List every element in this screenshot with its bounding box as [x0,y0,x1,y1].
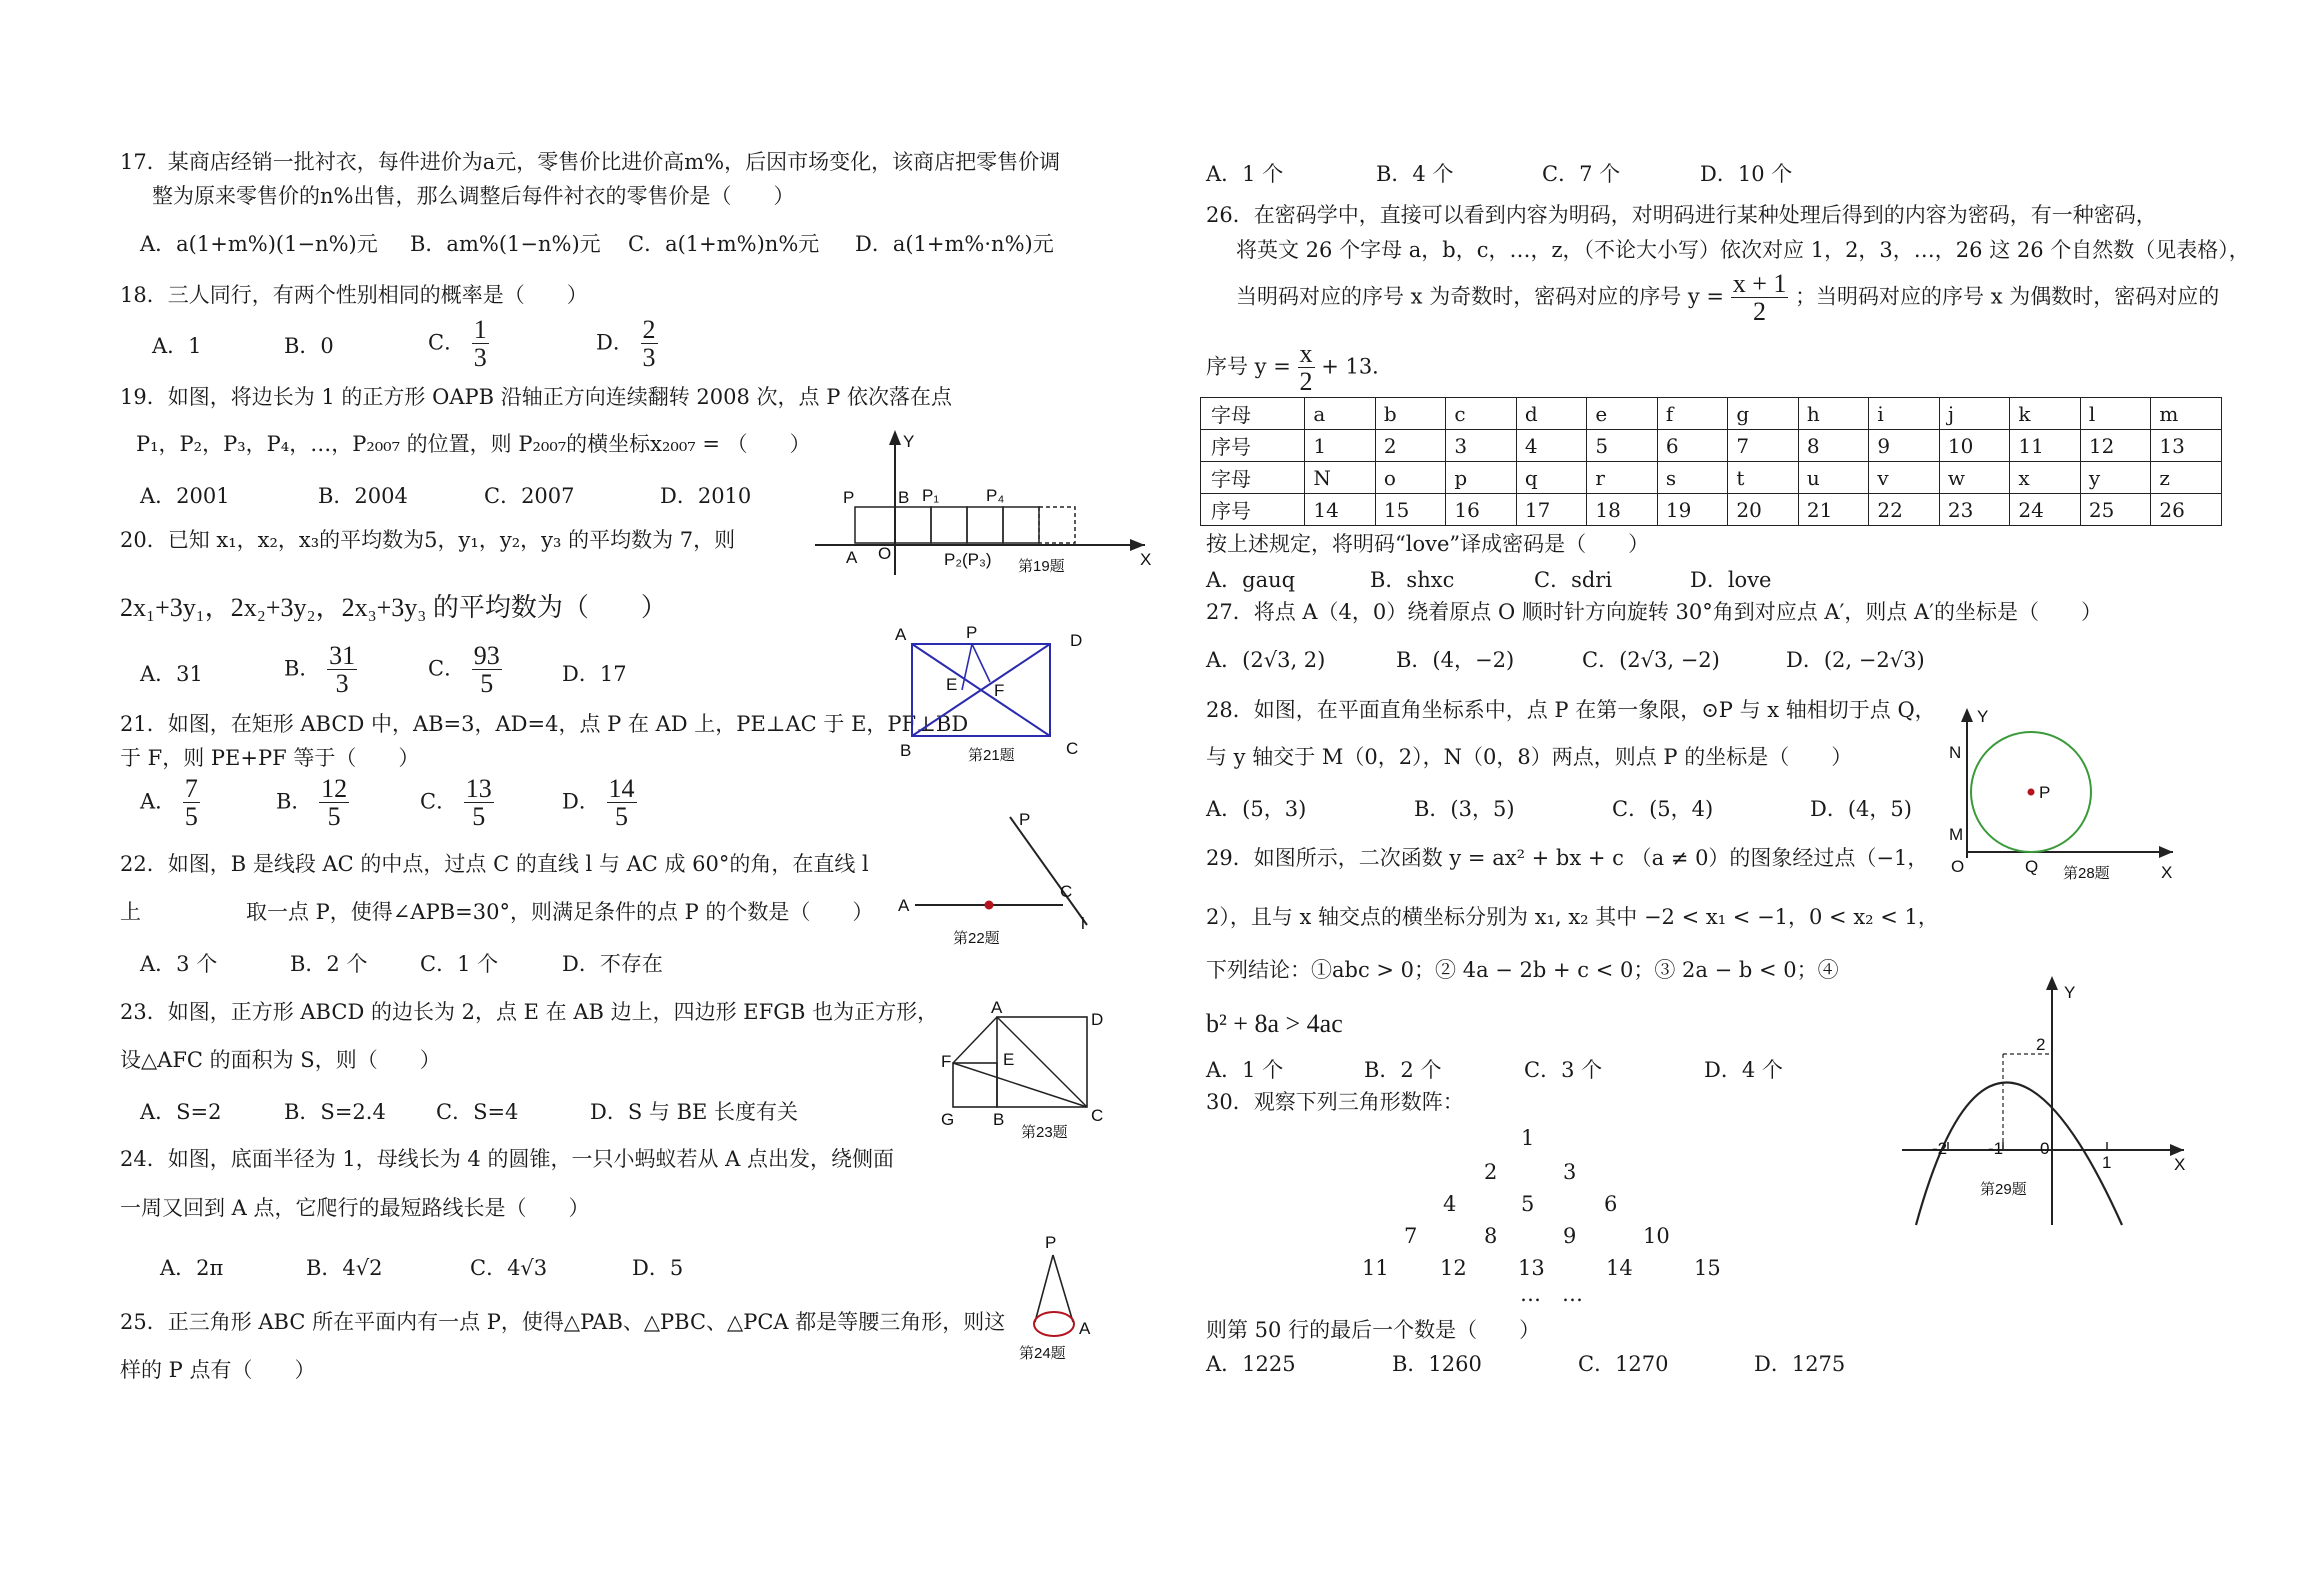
q26-line3-start: 当明码对应的序号 x 为奇数时，密码对应的序号 y = [1236,284,1725,309]
cipher-cell: 16 [1446,494,1517,526]
q28-option-c[interactable]: C．(5，4) [1612,797,1714,821]
q24-line2: 一周又回到 A 点，它爬行的最短路线长是（ ） [120,1196,590,1220]
q27-option-a[interactable]: A．(2√3, 2) [1206,648,1326,672]
q30-r3-n3: 6 [1604,1192,1618,1216]
cipher-cell: 21 [1798,494,1869,526]
q22-fig-p: P [1019,810,1031,829]
cipher-cell: 14 [1305,494,1376,526]
q28-fig-x: X [2161,863,2173,882]
q20-option-b-label: B． [284,656,321,681]
q27-option-d[interactable]: D．(2, −2√3) [1786,648,1925,672]
q18-stem: 18．三人同行，有两个性别相同的概率是（ ） [120,283,588,307]
q21-option-c-fraction: $\frac{13}{5}$ [465,774,492,832]
cipher-cell: 2 [1375,430,1446,462]
q17-line1: 17．某商店经销一批衬衣，每件进价为a元，零售价比进价高m%，后因市场变化，该商店把零售价调 [120,150,1061,174]
q18-option-d-fraction: $\frac{2}{3}$ [642,315,656,373]
cipher-cell: w [1939,462,2010,494]
q21-option-c-label: C． [420,789,458,814]
cipher-row-header: 字母 [1201,398,1305,430]
q22-figure [895,805,1095,960]
cipher-cell: b [1375,398,1446,430]
cipher-cell: 13 [2151,430,2222,462]
q28-fig-n: N [1949,743,1962,762]
cipher-cell: 25 [2080,494,2151,526]
cipher-cell: 8 [1798,430,1869,462]
cipher-cell: o [1375,462,1446,494]
q30-ellipsis: … … [1520,1282,1583,1306]
q22-fig-l: l [1081,914,1085,933]
q29-option-c[interactable]: C．3 个 [1524,1058,1603,1082]
cipher-cell: p [1446,462,1517,494]
q17-option-c[interactable]: C．a(1+m%)n%元 [628,232,820,256]
q25-line1: 25．正三角形 ABC 所在平面内有一点 P，使得△PAB、△PBC、△PCA 都是等腰三角形，则这 [120,1310,1006,1334]
q21-option-d-label: D． [562,789,600,814]
q26-after: 按上述规定，将明码“love”译成密码是（ ） [1206,532,1650,556]
q21-option-d[interactable] [562,775,637,831]
q30-option-a[interactable]: A．1225 [1206,1352,1296,1376]
q23-line1: 23．如图，正方形 ABCD 的边长为 2，点 E 在 AB 边上，四边形 EFGB 也为正方形， [120,1000,939,1024]
q23-option-a[interactable]: A．S=2 [140,1100,222,1124]
q30-r4-n1: 7 [1404,1224,1418,1248]
q28-option-d[interactable]: D．(4，5) [1810,797,1912,821]
cipher-cell: r [1587,462,1658,494]
q26-option-c[interactable]: C．sdri [1534,568,1613,592]
q30-r5-n2: 12 [1440,1256,1467,1280]
q19-figure [810,425,1160,580]
q23-option-b[interactable]: B．S=2.4 [284,1100,386,1124]
q19-line2: P₁，P₂，P₃，P₄，…，P₂₀₀₇ 的位置，则 P₂₀₀₇的横坐标x₂₀₀₇ = （ ） [136,432,811,456]
q29-option-d[interactable]: D．4 个 [1704,1058,1783,1082]
cipher-cell: m [2151,398,2222,430]
q19-fig-caption: 第19题 [1018,558,1065,575]
cipher-cell: 10 [1939,430,2010,462]
q30-r3-n2: 5 [1521,1192,1535,1216]
cipher-cell: e [1587,398,1658,430]
q17-option-b[interactable]: B．am%(1−n%)元 [410,232,601,256]
q19-fig-a: A [846,548,858,567]
q18-option-d[interactable] [596,316,658,372]
q19-option-c[interactable]: C．2007 [484,484,575,508]
q17-option-d[interactable]: D．a(1+m%·n%)元 [855,232,1054,256]
q22-option-a[interactable]: A．3 个 [140,952,218,976]
q26-odd-fraction: $\frac{x + 1}{2}$ [1732,269,1787,327]
q28-line2: 与 y 轴交于 M（0，2），N（0，8）两点，则点 P 的坐标是（ ） [1206,745,1853,769]
q26-line1: 26．在密码学中，直接可以看到内容为明码，对明码进行某种处理后得到的内容为密码，有一种密码， [1206,203,2157,227]
q30-option-c[interactable]: C．1270 [1578,1352,1669,1376]
q24-fig-a: A [1079,1319,1091,1338]
q29-option-b[interactable]: B．2 个 [1364,1058,1442,1082]
q19-fig-x: X [1140,550,1152,569]
q29-option-a[interactable]: A．1 个 [1206,1058,1284,1082]
cipher-cell: l [2080,398,2151,430]
q28-fig-o: O [1951,857,1965,876]
cipher-cell: t [1728,462,1799,494]
cipher-row [1201,462,2222,494]
q29-fig-one: 1 [2102,1153,2112,1172]
q29-fig-minus-one: -1 [1988,1139,2004,1158]
q27-option-b[interactable]: B．(4，−2) [1396,648,1515,672]
q19-fig-p: P [843,488,855,507]
q28-line1: 28．如图，在平面直角坐标系中，点 P 在第一象限，⊙P 与 x 轴相切于点 Q， [1206,698,1936,722]
q20-line2: 2x₁+3y₁，2x₂+3y₂，2x₃+3y₃ 的平均数为（ ） [120,593,667,622]
cipher-cell: u [1798,462,1869,494]
q22-option-d[interactable]: D．不存在 [562,952,663,976]
q20-option-a[interactable]: A．31 [140,662,203,686]
q30-option-d[interactable]: D．1275 [1754,1352,1846,1376]
q21-line1: 21．如图，在矩形 ABCD 中，AB=3，AD=4，点 P 在 AD 上，PE⊥AC 于 E，PF⊥BD [120,712,969,736]
q17-line2: 整为原来零售价的n%出售，那么调整后每件衬衣的零售价是（ ） [152,184,795,208]
cipher-row-header: 序号 [1201,494,1305,526]
q30-question: 则第 50 行的最后一个数是（ ） [1206,1318,1541,1342]
cipher-cell: 17 [1516,494,1587,526]
q29-line3: 下列结论：①abc > 0；② 4a − 2b + c < 0；③ 2a − b < 0；④ [1206,958,1839,982]
cipher-cell: c [1446,398,1517,430]
cipher-cell: 23 [1939,494,2010,526]
q22-fig-caption: 第22题 [953,930,1000,947]
q29-fig-zero: 0 [2040,1139,2050,1158]
cipher-cell: q [1516,462,1587,494]
q26-option-d[interactable]: D．love [1690,568,1772,592]
q30-r5-n3: 13 [1518,1256,1545,1280]
q30-option-b[interactable]: B．1260 [1392,1352,1482,1376]
q30-r3-n1: 4 [1443,1192,1457,1216]
q30-r4-n4: 10 [1643,1224,1670,1248]
cipher-cell: 1 [1305,430,1376,462]
q29-line4: b² + 8a > 4ac [1206,1009,1343,1038]
cipher-cell: v [1869,462,1940,494]
cipher-cell: 24 [2010,494,2081,526]
q23-fig-b: B [993,1110,1005,1129]
q24-option-b[interactable]: B．4√2 [306,1256,383,1280]
q19-option-b[interactable]: B．2004 [318,484,408,508]
q26-option-b[interactable]: B．shxc [1370,568,1455,592]
q21-option-b[interactable] [276,775,349,831]
q18-option-a[interactable]: A．1 [152,334,202,358]
q29-figure [1892,970,2192,1230]
q25-option-d[interactable]: D．10 个 [1700,162,1793,186]
q22-option-b[interactable]: B．2 个 [290,952,368,976]
q27-stem: 27．将点 A（4，0）绕着原点 O 顺时针方向旋转 30°角到对应点 A′，则点 A′的坐标是（ ） [1206,600,2102,624]
q21-fig-b: B [900,741,912,760]
q30-r2-n2: 3 [1563,1160,1577,1184]
cipher-cell: x [2010,462,2081,494]
cipher-cell: 7 [1728,430,1799,462]
q28-option-a[interactable]: A．(5，3) [1206,797,1307,821]
q21-fig-c: C [1066,739,1079,758]
q26-line4-end: + 13． [1321,354,1394,379]
q23-fig-caption: 第23题 [1021,1124,1068,1141]
q21-option-a-fraction: $\frac{7}{5}$ [184,774,198,832]
q28-fig-p: P [2039,783,2051,802]
cipher-cell: y [2080,462,2151,494]
q26-line4-start: 序号 y = [1206,354,1291,379]
q26-line3-end: ；当明码对应的序号 x 为偶数时，密码对应的 [1795,284,2220,309]
q19-option-a[interactable]: A．2001 [140,484,230,508]
cipher-cell: 9 [1869,430,1940,462]
q26-line4 [1206,340,1393,396]
q19-option-d[interactable]: D．2010 [660,484,752,508]
q18-option-d-label: D． [596,330,634,355]
q29-line2: 2），且与 x 轴交点的横坐标分别为 x₁, x₂ 其中 −2 < x₁ < −1，0 < x₂ < 1， [1206,905,1939,929]
cipher-cell: a [1305,398,1376,430]
cipher-cell: 26 [2151,494,2222,526]
q23-fig-g: G [941,1110,955,1129]
q23-fig-c: C [1091,1106,1104,1125]
cipher-cell: 20 [1728,494,1799,526]
q30-r5-n1: 11 [1362,1256,1389,1280]
q29-fig-two: 2 [2036,1035,2046,1054]
cipher-cell: h [1798,398,1869,430]
cipher-cell: j [1939,398,2010,430]
cipher-cell: 18 [1587,494,1658,526]
cipher-table [1200,397,2222,526]
q22-fig-a: A [898,896,910,915]
q19-fig-p2p3: P₂(P₃) [944,550,992,569]
q26-line2: 将英文 26 个字母 a，b，c，…，z，（不论大小写）依次对应 1，2，3，…，26 这 26 个自然数（见表格）， [1236,238,2250,262]
q23-fig-a: A [991,998,1003,1017]
q19-fig-p1: P₁ [922,486,940,505]
q29-fig-minus-two: -2 [1932,1139,1948,1158]
q22-fig-c: C [1060,882,1073,901]
q28-figure [1935,700,2180,890]
cipher-cell: s [1657,462,1728,494]
q24-line1: 24．如图，底面半径为 1，母线长为 4 的圆锥，一只小蚂蚁若从 A 点出发，绕侧面 [120,1147,894,1171]
q21-option-b-label: B． [276,789,313,814]
q20-option-b-fraction: $\frac{31}{3}$ [329,641,356,699]
q28-fig-y: Y [1977,707,1989,726]
cipher-cell: 11 [2010,430,2081,462]
q28-fig-caption: 第28题 [2063,865,2110,882]
cipher-row [1201,430,2222,462]
q24-fig-p: P [1045,1233,1057,1252]
q23-fig-d: D [1091,1010,1104,1029]
q26-line3 [1236,270,2219,326]
q18-option-c[interactable] [428,316,489,372]
q20-option-c-label: C． [428,656,466,681]
q25-option-b[interactable]: B．4 个 [1376,162,1454,186]
q29-fig-y: Y [2064,983,2076,1002]
q21-fig-d: D [1070,631,1083,650]
q28-fig-m: M [1949,825,1964,844]
q25-option-a[interactable]: A．1 个 [1206,162,1284,186]
q23-fig-f: F [941,1052,952,1071]
q22-option-c[interactable]: C．1 个 [420,952,499,976]
q21-fig-e: E [946,675,958,694]
q21-line2: 于 F，则 PE+PF 等于（ ） [120,746,420,770]
q21-fig-f: F [994,681,1005,700]
q19-fig-o: O [878,544,892,563]
cipher-cell: 6 [1657,430,1728,462]
cipher-cell: 3 [1446,430,1517,462]
q30-r5-n4: 14 [1606,1256,1633,1280]
q30-r5-n5: 15 [1694,1256,1721,1280]
q21-option-b-fraction: $\frac{12}{5}$ [321,774,348,832]
cipher-cell: N [1305,462,1376,494]
q21-fig-a: A [895,625,907,644]
q19-fig-y: Y [903,432,915,451]
q21-option-c[interactable] [420,775,494,831]
q30-r2-n1: 2 [1484,1160,1498,1184]
q30-stem: 30．观察下列三角形数阵： [1206,1090,1464,1114]
cipher-cell: 5 [1587,430,1658,462]
q20-option-d[interactable]: D．17 [562,662,627,686]
q17-option-a[interactable]: A．a(1+m%)(1−n%)元 [140,232,378,256]
q29-fig-x: X [2174,1155,2186,1174]
q19-fig-b: B [898,488,910,507]
q24-figure [1015,1230,1105,1375]
q30-r4-n3: 9 [1563,1224,1577,1248]
cipher-cell: 22 [1869,494,1940,526]
cipher-cell: i [1869,398,1940,430]
q26-option-a[interactable]: A．gauq [1206,568,1296,592]
q21-fig-caption: 第21题 [968,747,1015,764]
cipher-row-header: 字母 [1201,462,1305,494]
q23-figure [925,995,1125,1160]
q23-option-c[interactable]: C．S=4 [436,1100,519,1124]
q19-line1: 19．如图，将边长为 1 的正方形 OAPB 沿轴正方向连续翻转 2008 次，点 P 依次落在点 [120,385,952,409]
cipher-cell: f [1657,398,1728,430]
cipher-cell: 4 [1516,430,1587,462]
q20-option-c-fraction: $\frac{93}{5}$ [473,641,500,699]
q20-line1: 20．已知 x₁，x₂，x₃的平均数为5，y₁，y₂，y₃ 的平均数为 7，则 [120,528,736,552]
cipher-cell: 19 [1657,494,1728,526]
q21-option-a[interactable] [140,775,200,831]
q30-r4-n2: 8 [1484,1224,1498,1248]
q30-r1-n1: 1 [1521,1126,1535,1150]
q18-option-b[interactable]: B．0 [284,334,334,358]
q27-option-c[interactable]: C．(2√3, −2) [1582,648,1720,672]
q23-line2: 设△AFC 的面积为 S，则（ ） [120,1048,441,1072]
q23-fig-e: E [1003,1050,1015,1069]
cipher-row [1201,494,2222,526]
q24-option-d[interactable]: D．5 [632,1256,684,1280]
q24-option-a[interactable]: A．2π [160,1256,224,1280]
q22-line1: 22．如图，B 是线段 AC 的中点，过点 C 的直线 l 与 AC 成 60°的角，在直线 l [120,852,869,876]
q26-even-fraction: $\frac{x}{2}$ [1299,339,1313,397]
q28-fig-q: Q [2025,857,2039,876]
cipher-row [1201,398,2222,430]
q29-fig-caption: 第29题 [1980,1181,2027,1198]
cipher-cell: d [1516,398,1587,430]
q21-fig-p: P [966,623,978,642]
q19-fig-p4: P₄ [986,486,1005,505]
cipher-cell: 12 [2080,430,2151,462]
q20-option-c[interactable] [428,642,502,698]
q23-option-d[interactable]: D．S 与 BE 长度有关 [590,1100,799,1124]
q22-line2: 上 取一点 P，使得∠APB=30°，则满足条件的点 P 的个数是（ ） [120,900,874,924]
q20-option-b[interactable] [284,642,357,698]
q29-line1: 29．如图所示，二次函数 y = ax² + bx + c （a ≠ 0）的图象经过点（−1， [1206,846,1929,870]
q21-figure [890,620,1090,770]
cipher-cell: z [2151,462,2222,494]
q18-option-c-fraction: $\frac{1}{3}$ [473,315,487,373]
q21-option-a-label: A． [140,789,177,814]
cipher-cell: k [2010,398,2081,430]
q24-option-c[interactable]: C．4√3 [470,1256,548,1280]
cipher-cell: 15 [1375,494,1446,526]
q25-line2: 样的 P 点有（ ） [120,1358,316,1382]
cipher-row-header: 序号 [1201,430,1305,462]
cipher-cell: g [1728,398,1799,430]
q18-option-c-label: C． [428,330,466,355]
q28-option-b[interactable]: B．(3，5) [1414,797,1515,821]
q25-option-c[interactable]: C．7 个 [1542,162,1621,186]
q24-fig-caption: 第24题 [1019,1345,1066,1362]
q21-option-d-fraction: $\frac{14}{5}$ [608,774,635,832]
